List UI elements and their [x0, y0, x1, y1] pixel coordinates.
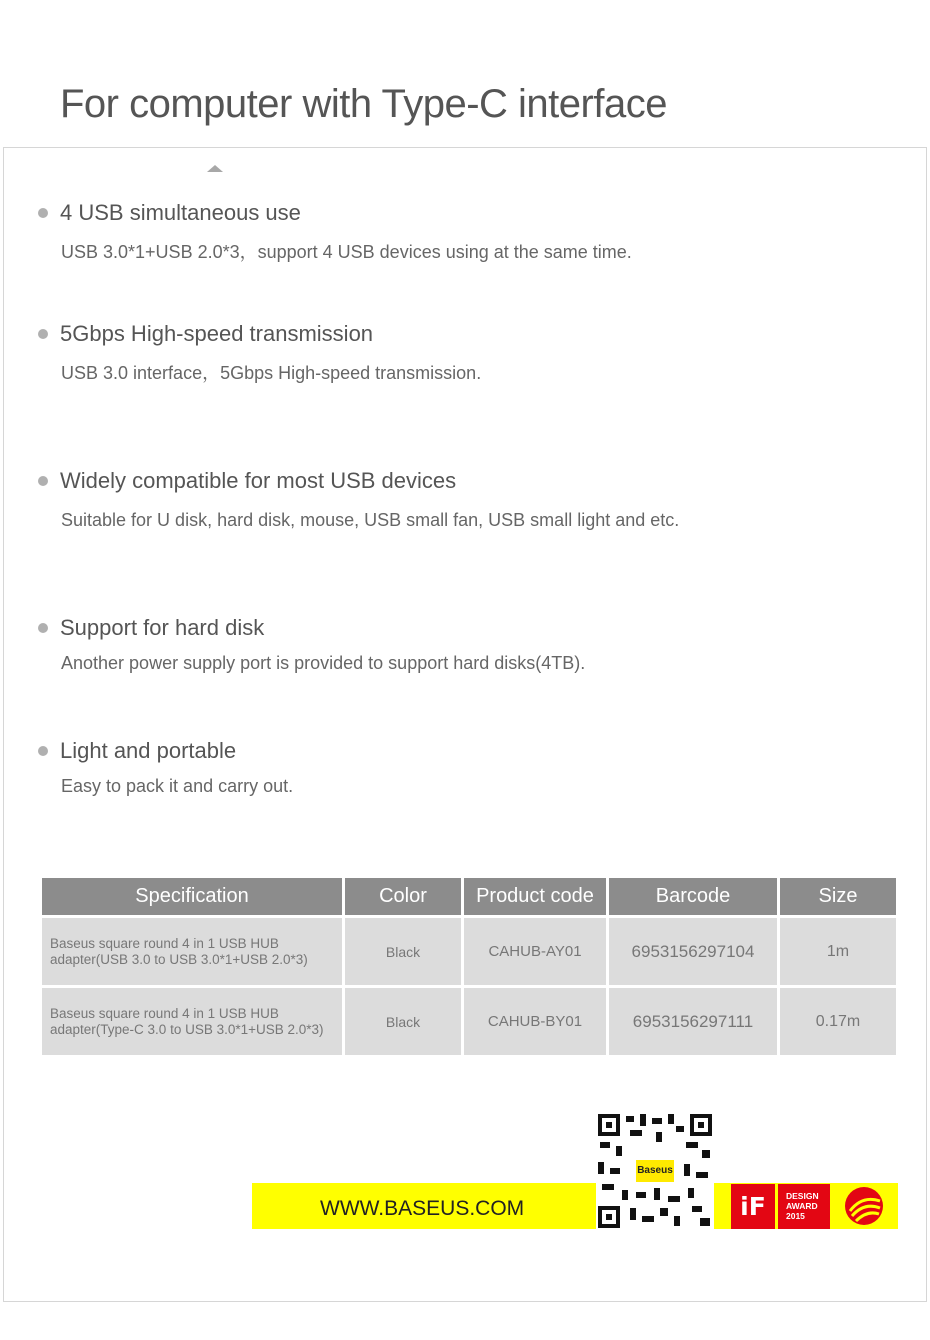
bullet-icon: [38, 623, 48, 633]
feature-heading: 4 USB simultaneous use: [60, 200, 301, 225]
cell-specification: [42, 988, 342, 1055]
table-row: [42, 988, 896, 1055]
qr-code: [596, 1112, 714, 1230]
feature-description: Another power supply port is provided to support hard disks(4TB).: [61, 653, 586, 673]
qr-module: [622, 1190, 628, 1200]
qr-module: [630, 1208, 636, 1220]
bullet-icon: [38, 329, 48, 339]
feature-description: USB 3.0*1+USB 2.0*3，support 4 USB devices using at the same time.: [61, 242, 632, 262]
feature-description: Easy to pack it and carry out.: [61, 776, 294, 796]
header-barcode: Barcode: [609, 878, 777, 915]
spec-line: Baseus square round 4 in 1 USB HUB: [50, 935, 279, 951]
website-link[interactable]: WWW.BASEUS.COM: [320, 1197, 525, 1220]
feature-heading: Light and portable: [60, 738, 237, 763]
header-size: Size: [780, 878, 896, 915]
qr-module: [676, 1126, 684, 1132]
qr-module: [630, 1130, 642, 1136]
qr-module: [696, 1172, 708, 1178]
qr-module: [636, 1192, 646, 1198]
award-line: 2015: [786, 1211, 805, 1221]
qr-finder: [690, 1114, 712, 1136]
baseus-logo: [634, 1158, 676, 1184]
cell-barcode: 6953156297111: [609, 988, 777, 1055]
feature-heading: 5Gbps High-speed transmission: [60, 321, 374, 346]
feature-description: USB 3.0 interface，5Gbps High-speed transmission.: [61, 363, 482, 383]
qr-module: [700, 1218, 710, 1226]
page-title: For computer with Type-C interface: [60, 82, 667, 126]
table-header-row: [42, 878, 896, 915]
header-product-code: Product code: [464, 878, 606, 915]
cell-color: Black: [345, 918, 461, 985]
red-dot-award-icon: [842, 1185, 886, 1227]
cell-product-code: CAHUB-AY01: [464, 918, 606, 985]
award-line: AWARD: [786, 1201, 818, 1211]
cell-color: Black: [345, 988, 461, 1055]
cell-size: 0.17m: [780, 988, 896, 1055]
qr-module: [684, 1164, 690, 1176]
qr-module: [616, 1146, 622, 1156]
qr-module: [702, 1150, 710, 1158]
spec-line: adapter(Type-C 3.0 to USB 3.0*1+USB 2.0*3): [50, 1021, 324, 1037]
bullet-icon: [38, 746, 48, 756]
qr-module: [668, 1114, 674, 1124]
specification-table: [39, 875, 899, 1058]
qr-finder: [598, 1206, 620, 1228]
spec-line: adapter(USB 3.0 to USB 3.0*1+USB 2.0*3): [50, 951, 308, 967]
qr-module: [656, 1132, 662, 1142]
if-logo-text: iF: [740, 1192, 766, 1221]
header-specification: Specification: [42, 878, 342, 915]
qr-module: [600, 1142, 610, 1148]
qr-module: [642, 1216, 654, 1222]
qr-module: [668, 1196, 680, 1202]
spec-line: Baseus square round 4 in 1 USB HUB: [50, 1005, 279, 1021]
qr-module: [610, 1168, 620, 1174]
pointer-triangle-icon: [207, 165, 223, 172]
bullet-icon: [38, 208, 48, 218]
if-logo: [731, 1184, 775, 1229]
qr-module: [652, 1118, 662, 1124]
qr-module: [686, 1142, 698, 1148]
table-row: [42, 918, 896, 985]
qr-finder: [598, 1114, 620, 1136]
cell-barcode: 6953156297104: [609, 918, 777, 985]
feature-heading: Widely compatible for most USB devices: [60, 468, 457, 493]
qr-module: [674, 1216, 680, 1226]
qr-module: [640, 1114, 646, 1126]
feature-description: Suitable for U disk, hard disk, mouse, USB small fan, USB small light and etc.: [61, 510, 680, 530]
qr-module: [688, 1188, 694, 1198]
cell-product-code: CAHUB-BY01: [464, 988, 606, 1055]
qr-module: [602, 1184, 614, 1190]
cell-specification: [42, 918, 342, 985]
qr-module: [654, 1188, 660, 1200]
qr-module: [692, 1206, 702, 1212]
qr-module: [598, 1162, 604, 1174]
qr-module: [626, 1116, 634, 1122]
qr-module: [660, 1208, 668, 1216]
design-award-badge: [778, 1184, 830, 1229]
baseus-logo-text: Baseus: [637, 1165, 673, 1176]
cell-size: 1m: [780, 918, 896, 985]
bullet-icon: [38, 476, 48, 486]
feature-heading: Support for hard disk: [60, 615, 265, 640]
header-color: Color: [345, 878, 461, 915]
award-line: DESIGN: [786, 1191, 819, 1201]
